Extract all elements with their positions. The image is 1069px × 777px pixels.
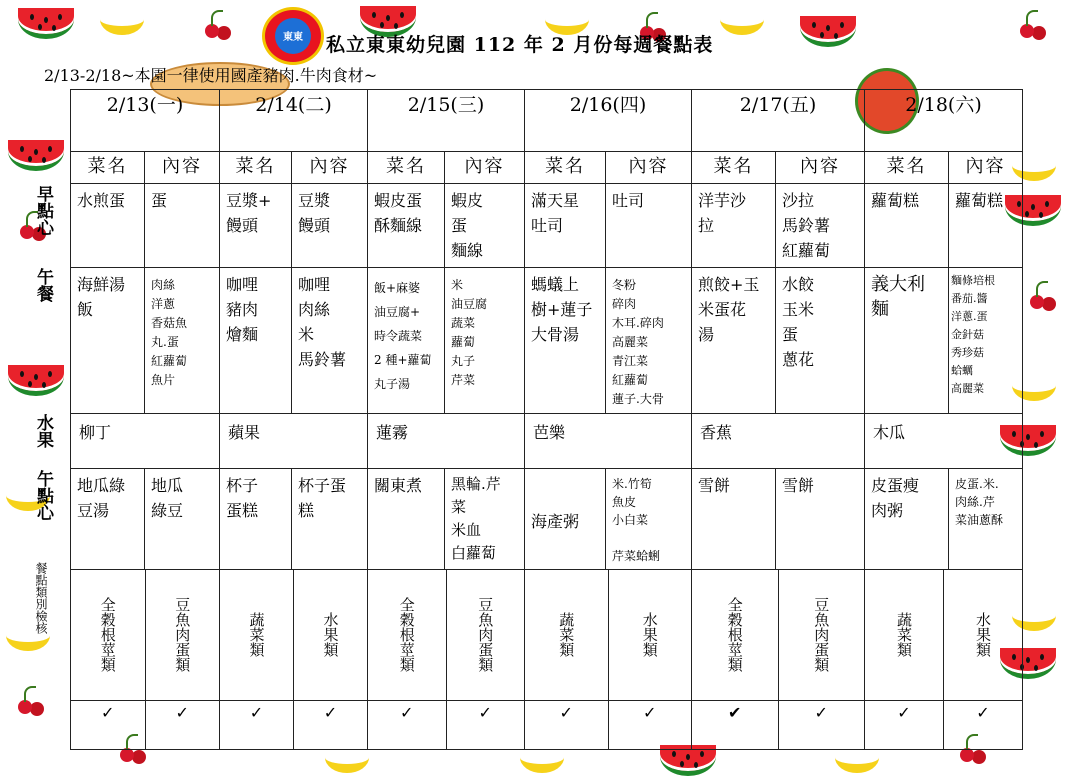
- column-header-dish: 菜名: [220, 152, 292, 184]
- check-cell: [778, 701, 864, 749]
- category-vegetables: 蔬菜類: [895, 611, 913, 657]
- breakfast-dish: 滿天星 吐司: [531, 191, 580, 235]
- banana-decoration: [720, 4, 764, 35]
- afternoon-dish-cell: [865, 469, 949, 570]
- lunch-content: 麵條培根 番茄.醬 洋蔥.蛋 金針菇 秀珍菇 蛤蠣 高麗菜: [951, 274, 995, 395]
- afternoon-dish: 地瓜綠 豆湯: [77, 476, 126, 520]
- fruit-cell: [692, 414, 865, 469]
- category-vegetables: 蔬菜類: [557, 611, 576, 657]
- category-group-cell: [692, 570, 865, 701]
- check-mark: ✓: [323, 703, 338, 722]
- category-cell: [778, 570, 864, 700]
- check-cell: [525, 701, 608, 749]
- cherry-decoration: [1030, 295, 1044, 309]
- breakfast-content-cell: [292, 184, 368, 268]
- check-group: [692, 701, 864, 749]
- lunch-content: 咖哩 肉絲 米 馬鈴薯: [298, 275, 347, 369]
- fruit-name: 木瓜: [873, 423, 906, 442]
- category-cell: [525, 570, 608, 700]
- check-mark: ✓: [175, 703, 189, 722]
- cherry-decoration: [960, 748, 974, 762]
- check-cell: [692, 701, 778, 749]
- category-protein: 豆魚肉蛋類: [812, 596, 831, 672]
- check-mark: ✓: [897, 703, 911, 722]
- fruit-cell: [368, 414, 525, 469]
- breakfast-dish-cell: [692, 184, 776, 268]
- lunch-dish-cell: [865, 268, 949, 414]
- check-group-cell: [865, 701, 1023, 750]
- category-group: [865, 570, 1022, 700]
- column-header-content: 內容: [292, 152, 368, 184]
- check-cell: [220, 701, 294, 749]
- afternoon-dish: 皮蛋瘦 肉粥: [871, 476, 920, 520]
- category-group: [71, 570, 219, 700]
- lunch-content: 肉絲 洋蔥 香菇魚 丸.蛋 紅蘿蔔 魚片: [151, 278, 188, 387]
- check-group: [525, 701, 691, 749]
- category-protein: 豆魚肉蛋類: [476, 596, 495, 672]
- check-mark: ✓: [559, 703, 573, 722]
- category-group-cell: [525, 570, 692, 701]
- breakfast-dish-cell: [71, 184, 145, 268]
- check-cell: [944, 701, 1023, 749]
- afternoon-content: 皮蛋.米. 肉絲.芹 菜油蔥酥: [955, 477, 1004, 527]
- breakfast-dish: 水煎蛋: [77, 191, 126, 210]
- breakfast-dish: 蘿蔔糕: [871, 191, 920, 210]
- category-grains: 全穀根莖類: [98, 596, 117, 672]
- check-group: [865, 701, 1022, 749]
- side-label-text: 早點心: [33, 185, 53, 236]
- category-grains: 全穀根莖類: [397, 596, 416, 672]
- lunch-content: 水餃 玉米 蛋 蔥花: [782, 275, 815, 369]
- breakfast-row: [71, 184, 1023, 268]
- column-header-content: 內容: [606, 152, 692, 184]
- lunch-dish: 螞蟻上 樹+蓮子 大骨湯: [531, 275, 593, 344]
- category-group-cell: [865, 570, 1023, 701]
- weekly-menu-table: [70, 89, 1023, 750]
- check-mark: ✓: [478, 703, 492, 722]
- afternoon-content: 雪餅: [782, 476, 815, 495]
- lunch-content-cell: [292, 268, 368, 414]
- date-header: 2/13(一): [71, 90, 220, 152]
- check-group-cell: [368, 701, 525, 750]
- school-logo: [262, 7, 324, 65]
- breakfast-content: 蝦皮 蛋 麵線: [451, 191, 484, 260]
- category-cell: [944, 570, 1023, 700]
- afternoon-content-cell: [606, 469, 692, 570]
- breakfast-content-cell: [606, 184, 692, 268]
- afternoon-content: 黑輪.芹 菜 米血 白蘿蔔: [451, 475, 501, 562]
- fruit-name: 香蕉: [700, 423, 733, 442]
- lunch-dish: 咖哩 豬肉 燴麵: [226, 275, 259, 344]
- side-label-afternoon: [30, 470, 52, 521]
- fruit-name: 芭樂: [533, 423, 566, 442]
- check-group-cell: [71, 701, 220, 750]
- check-cell: [294, 701, 368, 749]
- afternoon-dish-cell: [525, 469, 606, 570]
- afternoon-snack-row: [71, 469, 1023, 570]
- check-group-cell: [525, 701, 692, 750]
- breakfast-content: 沙拉 馬鈴薯 紅蘿蔔: [782, 191, 831, 260]
- watermelon-decoration: [800, 16, 856, 47]
- category-cell: [294, 570, 368, 700]
- breakfast-dish-cell: [220, 184, 292, 268]
- afternoon-dish: 杯子 蛋糕: [226, 476, 259, 520]
- category-group-cell: [71, 570, 220, 701]
- date-row: [71, 90, 1023, 152]
- breakfast-dish-cell: [865, 184, 949, 268]
- lunch-content-cell: [949, 268, 1023, 414]
- side-label-category: [30, 562, 52, 634]
- check-group-cell: [692, 701, 865, 750]
- lunch-content: 冬粉 碎肉 木耳.碎肉 高麗菜 青江菜 紅蘿蔔 蓮子.大骨: [612, 278, 664, 406]
- breakfast-content-cell: [145, 184, 220, 268]
- date-header: 2/15(三): [368, 90, 525, 152]
- breakfast-content-cell: [776, 184, 865, 268]
- check-mark: ✓: [101, 703, 115, 722]
- afternoon-content: 米.竹筍 魚皮 小白菜 芹菜蛤蜊: [612, 477, 661, 563]
- column-header-dish: 菜名: [865, 152, 949, 184]
- breakfast-dish: 蝦皮蛋 酥麵線: [374, 191, 423, 235]
- lunch-dish-cell: [692, 268, 776, 414]
- lunch-dish-cell: [525, 268, 606, 414]
- lunch-row: [71, 268, 1023, 414]
- lunch-dish-cell: [220, 268, 292, 414]
- column-header-dish: 菜名: [525, 152, 606, 184]
- check-cell: [368, 701, 446, 749]
- category-group: [368, 570, 524, 700]
- category-cell: [446, 570, 524, 700]
- category-group: [525, 570, 691, 700]
- column-header-dish: 菜名: [71, 152, 145, 184]
- check-mark: ✓: [249, 703, 264, 722]
- date-header: 2/16(四): [525, 90, 692, 152]
- afternoon-content-cell: [949, 469, 1023, 570]
- category-cell: [865, 570, 944, 700]
- date-header: 2/17(五): [692, 90, 865, 152]
- cherry-decoration: [1020, 24, 1034, 38]
- category-cell: [608, 570, 691, 700]
- check-mark: ✓: [976, 703, 990, 722]
- side-label-text: 午點心: [33, 470, 53, 521]
- lunch-content: 米 油豆腐 蔬菜 蘿蔔 丸子 芹菜: [451, 278, 488, 387]
- fruit-name: 蓮霧: [376, 423, 409, 442]
- category-group-cell: [368, 570, 525, 701]
- lunch-content-cell: [776, 268, 865, 414]
- category-group: [220, 570, 367, 700]
- side-label-breakfast: [30, 185, 52, 236]
- check-group-cell: [220, 701, 368, 750]
- afternoon-dish-cell: [692, 469, 776, 570]
- lunch-dish: 義大利 麵: [871, 274, 925, 320]
- afternoon-content-cell: [145, 469, 220, 570]
- watermelon-decoration: [8, 140, 64, 171]
- fruit-cell: [71, 414, 220, 469]
- breakfast-content: 吐司: [612, 191, 645, 210]
- category-group-cell: [220, 570, 368, 701]
- check-cell: [71, 701, 145, 749]
- side-label-text: 午餐: [33, 268, 53, 302]
- lunch-content-cell: [606, 268, 692, 414]
- afternoon-content-cell: [292, 469, 368, 570]
- category-cell: [145, 570, 219, 700]
- category-grains: 全穀根莖類: [725, 596, 744, 672]
- check-row: [71, 701, 1023, 750]
- watermelon-decoration: [18, 8, 74, 39]
- logo-text: 東東: [283, 32, 303, 43]
- category-group: [692, 570, 864, 700]
- afternoon-dish-cell: [71, 469, 145, 570]
- column-header-dish: 菜名: [368, 152, 445, 184]
- category-fruit: 水果類: [321, 611, 340, 657]
- column-header-content: 內容: [776, 152, 865, 184]
- category-cell: [71, 570, 145, 700]
- breakfast-content-cell: [949, 184, 1023, 268]
- check-group: [71, 701, 219, 749]
- check-mark: ✔: [728, 703, 742, 722]
- category-cell: [692, 570, 778, 700]
- breakfast-dish: 洋芋沙 拉: [698, 191, 747, 235]
- check-cell: [145, 701, 219, 749]
- column-header-content: 內容: [145, 152, 220, 184]
- breakfast-content: 蘿蔔糕: [955, 191, 1004, 210]
- cherry-decoration: [18, 700, 32, 714]
- afternoon-content: 地瓜 綠豆: [151, 476, 184, 520]
- lunch-dish-cell: [71, 268, 145, 414]
- fruit-cell: [865, 414, 1023, 469]
- afternoon-dish-cell: [368, 469, 445, 570]
- fruit-row: [71, 414, 1023, 469]
- fruit-name: 柳丁: [79, 423, 112, 442]
- afternoon-dish: 海產粥: [531, 512, 580, 531]
- cherry-decoration: [120, 748, 134, 762]
- breakfast-content-cell: [445, 184, 525, 268]
- side-label-text: 水果: [33, 414, 53, 448]
- category-protein: 豆魚肉蛋類: [173, 596, 192, 672]
- afternoon-dish-cell: [220, 469, 292, 570]
- column-header-row: [71, 152, 1023, 184]
- column-header-content: 內容: [949, 152, 1023, 184]
- check-mark: ✓: [643, 703, 657, 722]
- fruit-cell: [220, 414, 368, 469]
- fruit-name: 蘋果: [228, 423, 261, 442]
- lunch-dish-cell: [368, 268, 445, 414]
- lunch-content-cell: [445, 268, 525, 414]
- check-group: [220, 701, 367, 749]
- category-fruit: 水果類: [640, 611, 659, 657]
- check-cell: [608, 701, 691, 749]
- check-cell: [865, 701, 944, 749]
- banana-decoration: [100, 4, 144, 35]
- category-cell: [220, 570, 294, 700]
- date-header: 2/14(二): [220, 90, 368, 152]
- side-label-text: 餐點類別檢核: [34, 562, 48, 634]
- afternoon-content-cell: [776, 469, 865, 570]
- category-cell: [368, 570, 446, 700]
- lunch-dish: 海鮮湯 飯: [77, 275, 126, 319]
- afternoon-dish: 雪餅: [698, 476, 731, 495]
- lunch-content-cell: [145, 268, 220, 414]
- page-subtitle: 2/13-2/18~本園一律使用國產豬肉.牛肉食材~: [44, 66, 378, 85]
- side-label-fruit: [30, 414, 52, 448]
- check-mark: ✓: [814, 703, 828, 722]
- watermelon-decoration: [8, 365, 64, 396]
- breakfast-content: 蛋: [151, 191, 168, 210]
- page-title: 私立東東幼兒園 112 年 2 月份每週餐點表: [326, 34, 714, 56]
- lunch-dish: 煎餃+玉 米蛋花 湯: [698, 275, 760, 344]
- side-label-lunch: [30, 268, 52, 302]
- column-header-dish: 菜名: [692, 152, 776, 184]
- column-header-content: 內容: [445, 152, 525, 184]
- breakfast-content: 豆漿 饅頭: [298, 191, 331, 235]
- category-fruit: 水果類: [974, 611, 992, 657]
- afternoon-dish: 關東煮: [374, 476, 423, 495]
- check-cell: [446, 701, 524, 749]
- breakfast-dish-cell: [368, 184, 445, 268]
- date-header: 2/18(六): [865, 90, 1023, 152]
- check-mark: ✓: [400, 703, 414, 722]
- breakfast-dish-cell: [525, 184, 606, 268]
- category-vegetables: 蔬菜類: [247, 611, 266, 657]
- food-category-row: [71, 570, 1023, 701]
- afternoon-content: 杯子蛋 糕: [298, 476, 347, 520]
- cherry-decoration: [205, 24, 219, 38]
- breakfast-dish: 豆漿+ 饅頭: [226, 191, 272, 235]
- lunch-dish: 飯+麻婆 油豆腐+ 時令蔬菜 2 種+蘿蔔 丸子湯: [374, 281, 432, 391]
- fruit-cell: [525, 414, 692, 469]
- check-group: [368, 701, 524, 749]
- afternoon-content-cell: [445, 469, 525, 570]
